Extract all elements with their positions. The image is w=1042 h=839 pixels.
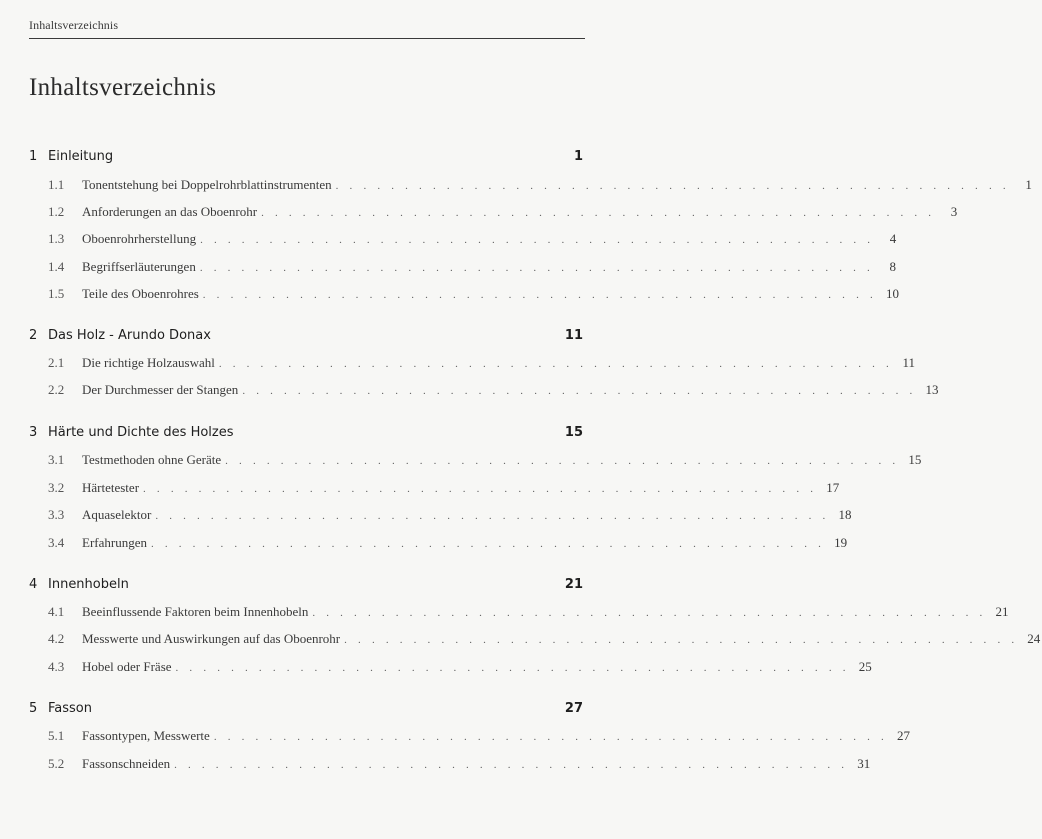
page-title: Inhaltsverzeichnis	[29, 74, 217, 101]
dot-leader: . . . . . . . . . . . . . . . . . . . . . . . . . . . . . . . . . . . . . . . . . . . . . . . . .	[213, 731, 888, 743]
section-title: Messwerte und Auswirkungen auf das Oboenrohr	[82, 631, 341, 646]
chapter-number: 3	[29, 425, 38, 440]
toc-section-3-1[interactable]	[48, 452, 922, 470]
section-title: Oboenrohrherstellung	[82, 231, 197, 246]
section-page: 11	[902, 355, 915, 370]
toc-chapter-3[interactable]	[29, 425, 585, 445]
toc-section-5-1[interactable]	[48, 728, 910, 746]
chapter-title: Innenhobeln	[48, 577, 129, 592]
section-title: Die richtige Holzauswahl	[82, 355, 215, 370]
dot-leader: . . . . . . . . . . . . . . . . . . . . . . . . . . . . . . . . . . . . . . . . . . . . . . . . .	[174, 759, 849, 771]
section-number: 5.1	[48, 728, 65, 743]
toc-chapter-2[interactable]	[29, 328, 585, 348]
section-page: 31	[857, 756, 871, 771]
section-number: 1.4	[48, 259, 65, 274]
section-page: 17	[826, 480, 840, 495]
toc-section-4-2[interactable]	[48, 631, 1041, 649]
section-number: 3.2	[48, 480, 65, 495]
section-page: 18	[838, 507, 852, 522]
section-number: 1.2	[48, 204, 65, 219]
running-head-text: Inhaltsverzeichnis	[29, 18, 119, 32]
section-page: 27	[896, 728, 910, 743]
dot-leader: . . . . . . . . . . . . . . . . . . . . . . . . . . . . . . . . . . . . . . . . . . . . . . . . .	[261, 207, 936, 219]
chapter-title: Härte und Dichte des Holzes	[48, 425, 234, 440]
chapter-page: 15	[564, 425, 583, 440]
section-number: 1.3	[48, 231, 65, 246]
chapter-page: 1	[573, 149, 583, 164]
toc-section-4-1[interactable]	[48, 604, 1009, 622]
dot-leader: . . . . . . . . . . . . . . . . . . . . . . . . . . . . . . . . . . . . . . . . . . . . . . . . .	[344, 634, 1019, 646]
section-page: 13	[925, 382, 939, 397]
section-page: 8	[889, 259, 896, 274]
toc-section-2-2[interactable]	[48, 382, 939, 400]
chapter-number: 2	[29, 328, 38, 343]
chapter-number: 5	[29, 701, 38, 716]
section-title: Hobel oder Fräse	[82, 659, 172, 674]
section-page: 15	[908, 452, 922, 467]
section-number: 5.2	[48, 756, 65, 771]
section-title: Der Durchmesser der Stangen	[82, 382, 239, 397]
chapter-number: 4	[29, 577, 38, 592]
chapter-number: 1	[29, 149, 38, 164]
toc-section-1-1[interactable]	[48, 177, 1032, 195]
section-page: 1	[1025, 177, 1032, 192]
section-title: Beeinflussende Faktoren beim Innenhobeln	[82, 604, 309, 619]
toc-section-4-3[interactable]	[48, 659, 872, 677]
dot-leader: . . . . . . . . . . . . . . . . . . . . . . . . . . . . . . . . . . . . . . . . . . . . . . . . .	[218, 358, 893, 370]
section-title: Teile des Oboenrohres	[82, 286, 199, 301]
section-page: 24	[1027, 631, 1041, 646]
section-title: Fassontypen, Messwerte	[82, 728, 210, 743]
toc-section-3-2[interactable]	[48, 480, 840, 498]
section-page: 3	[950, 204, 958, 219]
dot-leader: . . . . . . . . . . . . . . . . . . . . . . . . . . . . . . . . . . . . . . . . . . . . . . . . .	[335, 180, 1010, 192]
section-title: Begriffserläuterungen	[82, 259, 196, 274]
toc-section-1-3[interactable]	[48, 231, 897, 249]
section-number: 1.5	[48, 286, 65, 301]
section-page: 19	[834, 535, 848, 550]
toc-chapter-4[interactable]	[29, 577, 585, 597]
section-title: Fassonschneiden	[82, 756, 171, 771]
chapter-title: Einleitung	[48, 149, 114, 164]
section-title: Anforderungen an das Oboenrohr	[82, 204, 258, 219]
section-number: 4.1	[48, 604, 65, 619]
section-page: 10	[885, 286, 899, 301]
section-number: 2.2	[48, 382, 65, 397]
dot-leader: . . . . . . . . . . . . . . . . . . . . . . . . . . . . . . . . . . . . . . . . . . . . . . . . .	[202, 289, 877, 301]
section-title: Testmethoden ohne Geräte	[82, 452, 222, 467]
toc-section-1-5[interactable]	[48, 286, 899, 304]
section-number: 4.2	[48, 631, 65, 646]
dot-leader: . . . . . . . . . . . . . . . . . . . . . . . . . . . . . . . . . . . . . . . . . . . . . . . . .	[200, 234, 875, 246]
section-number: 2.1	[48, 355, 65, 370]
toc-chapter-1[interactable]	[29, 149, 585, 169]
section-number: 1.1	[48, 177, 65, 192]
toc-chapter-5[interactable]	[29, 701, 585, 721]
dot-leader: . . . . . . . . . . . . . . . . . . . . . . . . . . . . . . . . . . . . . . . . . . . . . . . . .	[143, 483, 818, 495]
chapter-page: 11	[564, 328, 583, 343]
toc-section-3-3[interactable]	[48, 507, 852, 525]
section-number: 3.1	[48, 452, 65, 467]
section-number: 4.3	[48, 659, 65, 674]
toc-section-3-4[interactable]	[48, 535, 848, 553]
dot-leader: . . . . . . . . . . . . . . . . . . . . . . . . . . . . . . . . . . . . . . . . . . . . . . . . .	[312, 607, 987, 619]
toc-section-1-2[interactable]	[48, 204, 958, 222]
section-title: Tonentstehung bei Doppelrohrblattinstrumenten	[82, 177, 332, 192]
dot-leader: . . . . . . . . . . . . . . . . . . . . . . . . . . . . . . . . . . . . . . . . . . . . . . . . .	[225, 455, 900, 467]
section-page: 4	[889, 231, 897, 246]
section-number: 3.4	[48, 535, 65, 550]
chapter-page: 27	[564, 701, 583, 716]
chapter-title: Fasson	[48, 701, 92, 716]
toc-section-1-4[interactable]	[48, 259, 896, 277]
toc-section-5-2[interactable]	[48, 756, 871, 774]
section-title: Härtetester	[82, 480, 140, 495]
dot-leader: . . . . . . . . . . . . . . . . . . . . . . . . . . . . . . . . . . . . . . . . . . . . . . . . .	[150, 538, 826, 550]
dot-leader: . . . . . . . . . . . . . . . . . . . . . . . . . . . . . . . . . . . . . . . . . . . . . . . . .	[242, 385, 917, 397]
section-title: Aquaselektor	[82, 507, 152, 522]
toc-section-2-1[interactable]	[48, 355, 915, 373]
section-page: 21	[995, 604, 1009, 619]
section-title: Erfahrungen	[82, 535, 147, 550]
section-number: 3.3	[48, 507, 65, 522]
chapter-title: Das Holz - Arundo Donax	[48, 328, 211, 343]
chapter-page: 21	[564, 577, 583, 592]
dot-leader: . . . . . . . . . . . . . . . . . . . . . . . . . . . . . . . . . . . . . . . . . . . . . . . . .	[175, 662, 850, 674]
section-page: 25	[858, 659, 872, 674]
dot-leader: . . . . . . . . . . . . . . . . . . . . . . . . . . . . . . . . . . . . . . . . . . . . . . . . .	[155, 510, 830, 522]
dot-leader: . . . . . . . . . . . . . . . . . . . . . . . . . . . . . . . . . . . . . . . . . . . . . . . . .	[199, 262, 874, 274]
